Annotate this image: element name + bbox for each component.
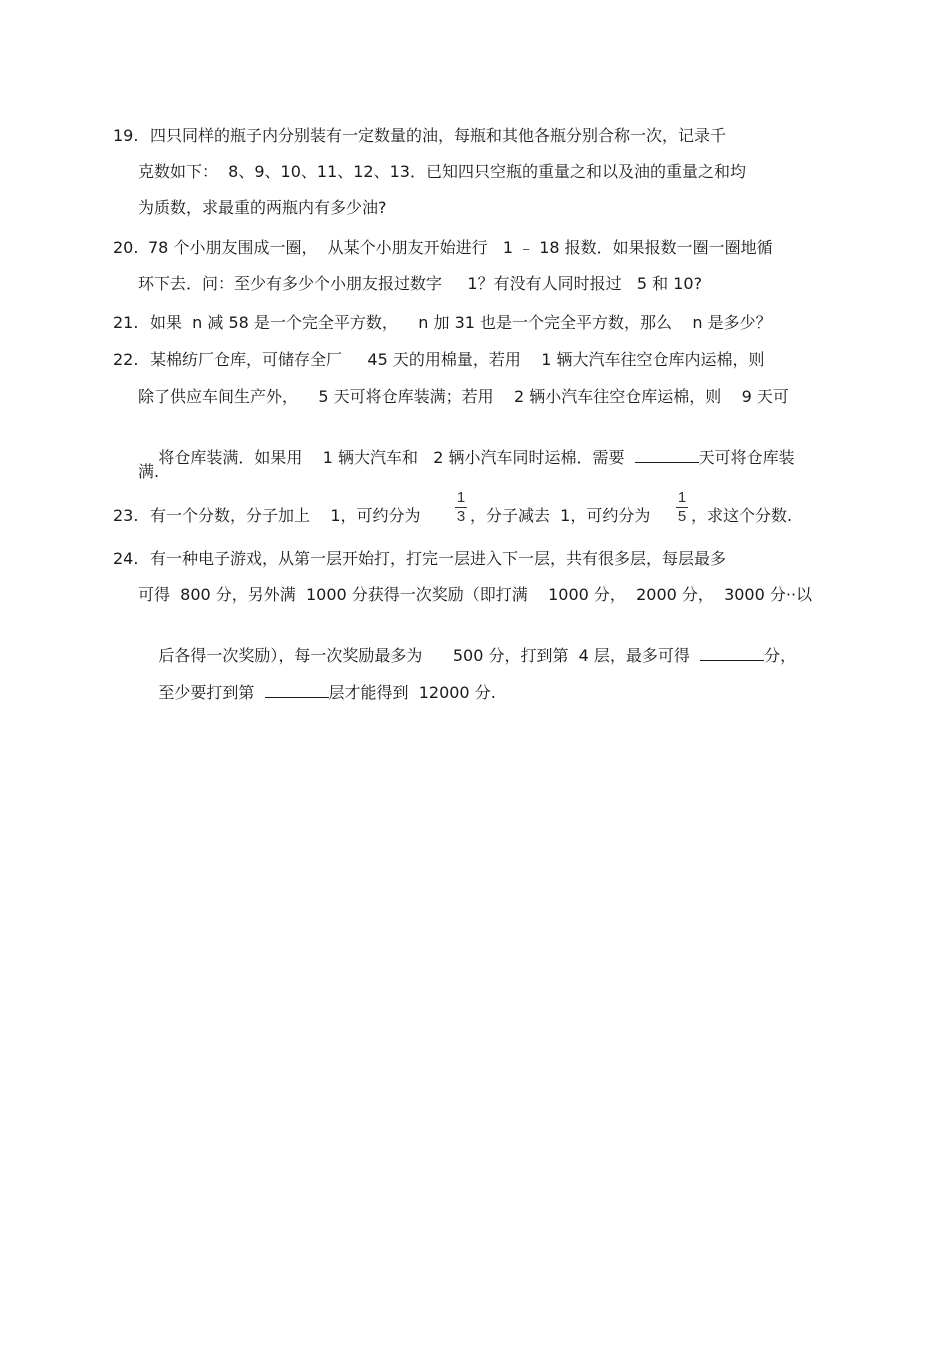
fraction-2-numerator: 1 [677, 489, 687, 506]
problem-23-number: 23. [113, 506, 139, 525]
problem-21-line-1: 如果 n 减 58 是一个完全平方数， n 加 31 也是一个完全平方数，那么 n 是多少？ [150, 313, 772, 332]
problem-19-number: 19. [113, 126, 139, 145]
problem-20-number: 20. [113, 238, 139, 257]
answer-blank-max-score[interactable] [700, 644, 764, 661]
problem-24-line-3 [138, 622, 797, 665]
fraction-one-third [455, 490, 467, 525]
problem-24-line-3-tail: 分， [764, 646, 797, 665]
problem-24-line-4 [138, 659, 496, 702]
problem-22-line-2: 除了供应车间生产外， 5 天可将仓库装满；若用 2 辆小汽车往空仓库运棉，则 9 天可 [138, 387, 789, 406]
fraction-2-denominator: 5 [677, 508, 687, 525]
problem-24-line-2: 可得 800 分，另外满 1000 分获得一次奖励（即打满 1000 分， 2000 分， 3000 分··以 [138, 585, 813, 604]
problem-22-line-3 [138, 424, 795, 467]
problem-19-line-3: 为质数，求最重的两瓶内有多少油? [138, 198, 387, 217]
fraction-one-fifth [676, 490, 688, 525]
problem-24-line-3-text: 后各得一次奖励），每一次奖励最多为 500 分，打到第 4 层，最多可得 [158, 646, 701, 665]
answer-blank-days[interactable] [635, 446, 699, 463]
fraction-1-denominator: 3 [456, 508, 466, 525]
problem-24-line-4-text: 至少要打到第 [158, 683, 265, 702]
problem-22-line-1: 某棉纺厂仓库，可储存全厂 45 天的用棉量，若用 1 辆大汽车往空仓库内运棉，则 [150, 350, 765, 369]
problem-21-number: 21. [113, 313, 139, 332]
problem-24-number: 24. [113, 549, 139, 568]
problem-19-line-1: 四只同样的瓶子内分别装有一定数量的油，每瓶和其他各瓶分别合称一次，记录千 [150, 126, 727, 145]
problem-19-line-2: 克数如下： 8、9、10、11、12、13．已知四只空瓶的重量之和以及油的重量之和均 [138, 162, 746, 181]
problem-22-line-3-text: 将仓库装满．如果用 1 辆大汽车和 2 辆小汽车同时运棉．需要 [158, 448, 635, 467]
problem-22-line-4: 满. [138, 462, 160, 481]
problem-20-line-1: 78 个小朋友围成一圈， 从某个小朋友开始进行 1 ﹣ 18 报数．如果报数一圈一圈地循 [148, 238, 773, 257]
problem-24-line-1: 有一种电子游戏，从第一层开始打，打完一层进入下一层，共有很多层，每层最多 [150, 549, 727, 568]
problem-20-line-2: 环下去．问：至少有多少个小朋友报过数字 1？有没有人同时报过 5 和 10? [138, 274, 703, 293]
answer-blank-level[interactable] [265, 681, 329, 698]
problem-22-line-3-tail: 天可将仓库装 [698, 448, 795, 467]
problem-22-number: 22. [113, 350, 139, 369]
problem-23-segment-3: ，求这个分数. [691, 506, 793, 525]
fraction-1-numerator: 1 [456, 489, 466, 506]
problem-24-line-4-tail: 层才能得到 12000 分. [328, 683, 496, 702]
problem-23-segment-1: 有一个分数，分子加上 1，可约分为 [150, 506, 421, 525]
problem-23-segment-2: ，分子减去 1，可约分为 [470, 506, 651, 525]
